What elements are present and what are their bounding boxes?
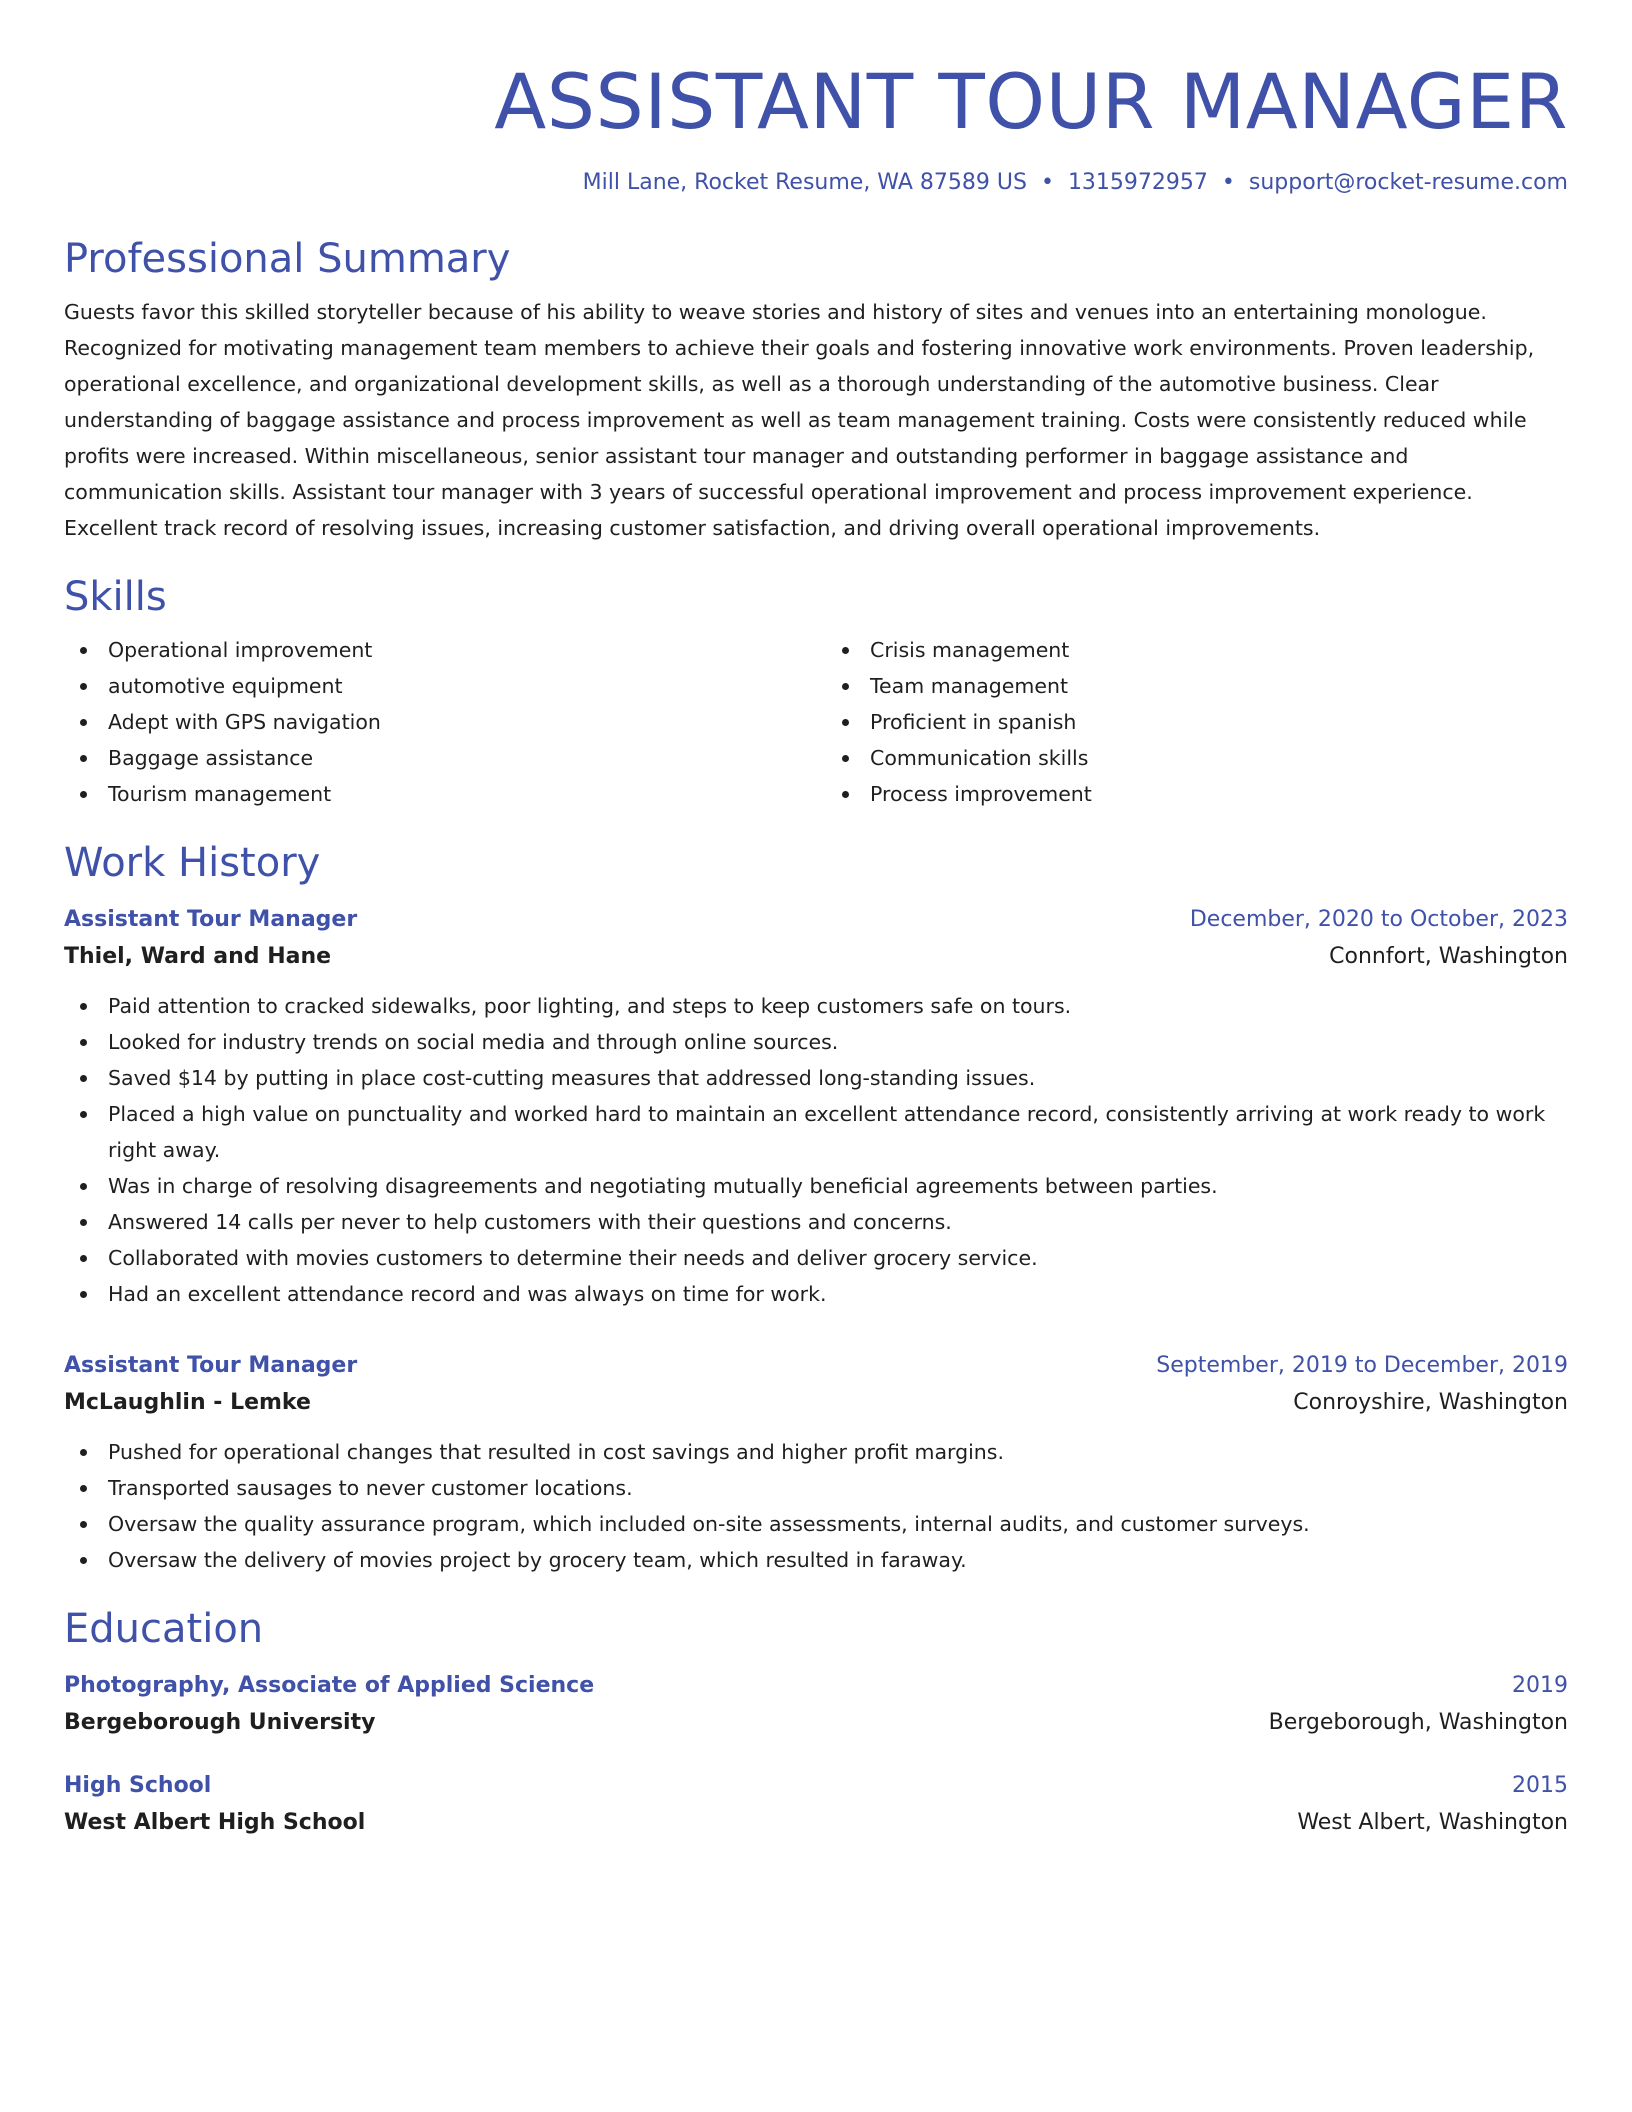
job-bullet: Paid attention to cracked sidewalks, poor lighting, and steps to keep customers safe on tours. (64, 988, 1568, 1024)
skills-heading: Skills (64, 574, 167, 620)
skill-item: automotive equipment (64, 668, 806, 704)
skill-item: Tourism management (64, 776, 806, 812)
contact-address: Mill Lane, Rocket Resume, WA 87589 US (582, 170, 1027, 195)
job-bullets (64, 988, 1568, 1312)
job-role: Assistant Tour Manager (64, 1353, 358, 1378)
education-entry (64, 1668, 1568, 1742)
job-bullet: Transported sausages to never customer locations. (64, 1470, 1568, 1506)
skills-list-right (826, 632, 1568, 812)
contact-line (64, 168, 1568, 198)
education-school-row (64, 1704, 1568, 1742)
job-bullet: Had an excellent attendance record and was always on time for work. (64, 1276, 1568, 1312)
education-school: West Albert High School (64, 1810, 366, 1835)
job-bullet: Answered 14 calls per never to help customers with their questions and concerns. (64, 1204, 1568, 1240)
job-dates: December, 2020 to October, 2023 (1189, 907, 1568, 932)
job-entry (64, 1348, 1568, 1578)
education-heading: Education (64, 1606, 264, 1652)
contact-phone: 1315972957 (1067, 170, 1208, 195)
skill-item: Proficient in spanish (826, 704, 1568, 740)
job-company: Thiel, Ward and Hane (64, 944, 332, 969)
education-location: Bergeborough, Washington (1268, 1710, 1568, 1735)
skill-item: Communication skills (826, 740, 1568, 776)
skill-item: Operational improvement (64, 632, 806, 668)
summary-text: Guests favor this skilled storyteller because of his ability to weave stories and history of sites and venues into an entertaining monologue. Recognized for motivating management team members to achieve their goals and fostering innovative work environments. Proven leadership, operational excellence, and organizational development skills, as well as a thorough understanding of the automotive business. Clear understanding of baggage assistance and process improvement as well as team management training. Costs were consistently reduced while profits were increased. Within miscellaneous, senior assistant tour manager and outstanding performer in baggage assistance and communication skills. Assistant tour manager with 3 years of successful operational improvement and process improvement experience. Excellent track record of resolving issues, increasing customer satisfaction, and driving overall operational improvements. (64, 300, 1535, 540)
job-bullets (64, 1434, 1568, 1578)
skills-list-left (64, 632, 806, 812)
job-company-row (64, 1384, 1568, 1422)
resume-header (64, 0, 1568, 198)
education-header-row (64, 1768, 1568, 1804)
education-degree: Photography, Associate of Applied Science (64, 1673, 595, 1698)
work-history-heading: Work History (64, 840, 321, 886)
job-company-row (64, 938, 1568, 976)
job-bullet: Oversaw the delivery of movies project by grocery team, which resulted in faraway. (64, 1542, 1568, 1578)
job-bullet: Placed a high value on punctuality and worked hard to maintain an excellent attendance record, consistently arriving at work ready to work right away. (64, 1096, 1568, 1168)
skill-item: Process improvement (826, 776, 1568, 812)
skill-item: Crisis management (826, 632, 1568, 668)
job-bullet: Was in charge of resolving disagreements and negotiating mutually beneficial agreements between parties. (64, 1168, 1568, 1204)
contact-separator: • (1221, 170, 1235, 195)
job-location: Connfort, Washington (1329, 944, 1568, 969)
education-location: West Albert, Washington (1297, 1810, 1568, 1835)
education-school: Bergeborough University (64, 1710, 376, 1735)
education-header-row (64, 1668, 1568, 1704)
education-degree: High School (64, 1773, 212, 1798)
resume-page (64, 0, 1568, 1842)
job-role: Assistant Tour Manager (64, 907, 358, 932)
job-bullet: Oversaw the quality assurance program, which included on-site assessments, internal audits, and customer surveys. (64, 1506, 1568, 1542)
job-bullet: Collaborated with movies customers to determine their needs and deliver grocery service. (64, 1240, 1568, 1276)
job-bullet: Saved $14 by putting in place cost-cutting measures that addressed long-standing issues. (64, 1060, 1568, 1096)
contact-separator: • (1040, 170, 1054, 195)
job-bullet: Looked for industry trends on social media and through online sources. (64, 1024, 1568, 1060)
education-year: 2015 (1512, 1773, 1568, 1798)
job-dates: September, 2019 to December, 2019 (1156, 1353, 1568, 1378)
skills-grid (64, 632, 1568, 812)
skill-item: Team management (826, 668, 1568, 704)
job-header-row (64, 902, 1568, 938)
skill-item: Baggage assistance (64, 740, 806, 776)
job-entry (64, 902, 1568, 1312)
summary-heading: Professional Summary (64, 236, 511, 282)
education-entry (64, 1768, 1568, 1842)
job-company: McLaughlin - Lemke (64, 1390, 311, 1415)
contact-email: support@rocket-resume.com (1248, 170, 1568, 195)
candidate-title: ASSISTANT TOUR MANAGER (494, 57, 1568, 146)
skill-item: Adept with GPS navigation (64, 704, 806, 740)
job-header-row (64, 1348, 1568, 1384)
job-bullet: Pushed for operational changes that resulted in cost savings and higher profit margins. (64, 1434, 1568, 1470)
education-year: 2019 (1512, 1673, 1568, 1698)
education-school-row (64, 1804, 1568, 1842)
job-location: Conroyshire, Washington (1293, 1390, 1568, 1415)
